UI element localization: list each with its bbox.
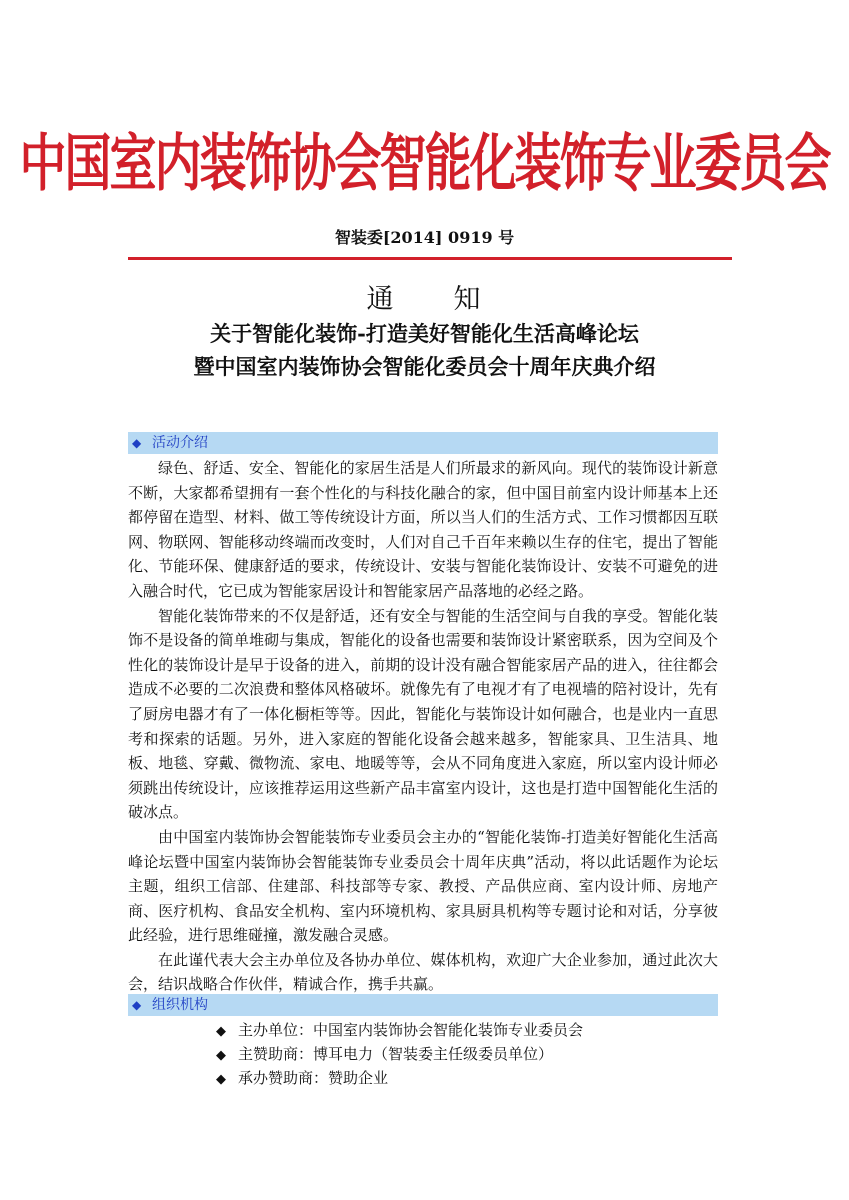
- notice-title: 通 知: [366, 284, 483, 315]
- notice-subtitle-line1: 关于智能化装饰-打造美好智能化生活高峰论坛: [210, 321, 639, 346]
- organization-main-sponsor: 主赞助商：博耳电力（智装委主任级委员单位）: [238, 1045, 554, 1063]
- list-item: [216, 1043, 736, 1067]
- document-number: 智装委[2014] 0919 号: [334, 228, 515, 247]
- diamond-bullet-icon: ◆: [216, 1072, 226, 1087]
- activity-paragraph-4: 在此谨代表大会主办单位及各协办单位、媒体机构，欢迎广大企业参加，通过此次大会，结识战略合作伙伴，精诚合作，携手共赢。: [128, 950, 718, 994]
- activity-paragraph-2: 智能化装饰带来的不仅是舒适，还有安全与智能的生活空间与自我的享受。智能化装饰不是设备的简单堆砌与集成，智能化的设备也需要和装饰设计紧密联系，因为空间及个性化的装饰设计是早于设备的进入，前期的设计没有融合智能家居产品的进入，往往都会造成不必要的二次浪费和整体风格破坏。就像先有了电视才有了电视墙的陪衬设计，先有了厨房电器才有了一体化橱柜等等。因此，智能化与装饰设计如何融合，也是业内一直思考和探索的话题。另外，进入家庭的智能化设备会越来越多，智能家具、卫生洁具、地板、地毯、穿戴、微物流、家电、地暖等等，会从不同角度进入家庭，所以室内设计师必须跳出传统设计，应该推荐运用这些新产品丰富室内设计，这也是打造中国智能化生活的破冰点。: [128, 606, 718, 822]
- organization-list: [216, 1019, 736, 1091]
- section-heading-label: 组织机构: [152, 997, 208, 1013]
- diamond-bullet-icon: ◆: [132, 436, 142, 450]
- list-item: [216, 1067, 736, 1091]
- diamond-bullet-icon: ◆: [216, 1048, 226, 1063]
- organization-host: 主办单位：中国室内装饰协会智能化装饰专业委员会: [238, 1021, 584, 1039]
- list-item: [216, 1019, 736, 1043]
- organization-organizer-sponsor: 承办赞助商：赞助企业: [238, 1069, 389, 1087]
- masthead-org-name: 中国室内装饰协会智能化装饰专业委员会: [19, 127, 830, 201]
- section-heading-label: 活动介绍: [152, 435, 208, 451]
- activity-paragraph-1: 绿色、舒适、安全、智能化的家居生活是人们所最求的新风向。现代的装饰设计新意不断，大家都希望拥有一套个性化的与科技化融合的家，但中国目前室内设计师基本上还都停留在造型、材料、做工等传统设计方面，所以当人们的生活方式、工作习惯都因互联网、物联网、智能移动终端而改变时，人们对自己千百年来赖以生存的住宅，提出了智能化、节能环保、健康舒适的要求，传统设计、安装与智能化装饰设计、安装不可避免的进入融合时代，它已成为智能家居设计和智能家居产品落地的必经之路。: [128, 459, 718, 600]
- activity-body: [128, 456, 718, 997]
- section-heading-organization: [128, 994, 718, 1016]
- red-divider: [128, 257, 732, 260]
- activity-paragraph-3: 由中国室内装饰协会智能装饰专业委员会主办的“智能化装饰-打造美好智能化生活高峰论坛暨中国室内装饰协会智能装饰专业委员会十周年庆典”活动，将以此话题作为论坛主题，组织工信部、住建部、科技部等专家、教授、产品供应商、室内设计师、房地产商、医疗机构、食品安全机构、室内环境机构、家具厨具机构等专题讨论和对话，分享彼此经验，进行思维碰撞，激发融合灵感。: [128, 827, 718, 945]
- diamond-bullet-icon: ◆: [132, 998, 142, 1012]
- diamond-bullet-icon: ◆: [216, 1024, 226, 1039]
- notice-subtitle-line2: 暨中国室内装饰协会智能化委员会十周年庆典介绍: [193, 354, 656, 379]
- section-heading-activity: [128, 432, 718, 454]
